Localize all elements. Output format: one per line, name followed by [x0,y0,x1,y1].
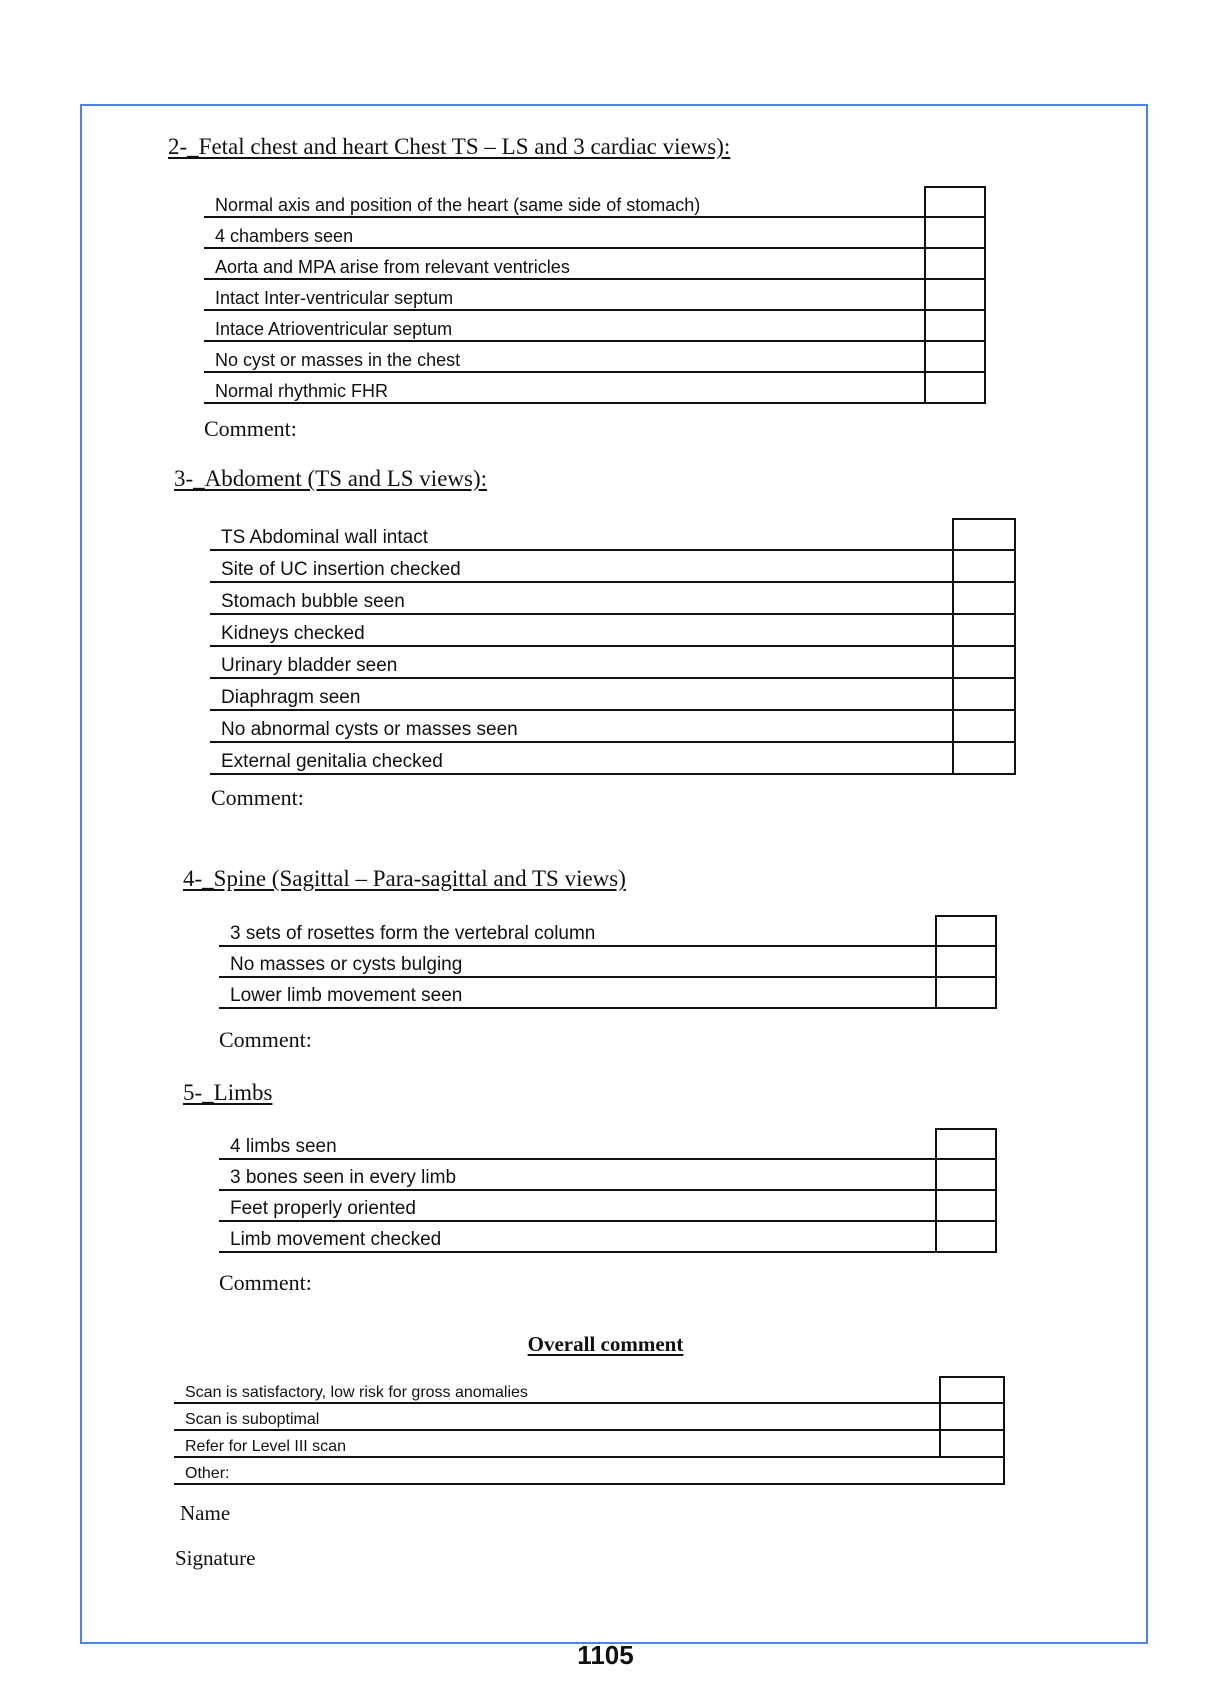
checklist-row [204,248,985,279]
checklist-item-label: Lower limb movement seen [219,977,936,1008]
checklist-item-label: Limb movement checked [219,1221,936,1252]
checkbox[interactable] [936,916,996,946]
checklist-item-label: Urinary bladder seen [210,646,953,678]
checkbox[interactable] [936,977,996,1008]
checklist-row [219,916,996,946]
checkbox[interactable] [925,217,985,248]
checklist-item-label: 4 limbs seen [219,1129,936,1159]
checklist-row [210,710,1015,742]
checklist-item-label: 3 sets of rosettes form the vertebral column [219,916,936,946]
checkbox[interactable] [940,1377,1004,1403]
checkbox[interactable] [936,1190,996,1221]
checklist-item-label: Feet properly oriented [219,1190,936,1221]
checkbox[interactable] [936,946,996,977]
overall-comment-title: Overall comment [527,1332,684,1356]
checklist-row [210,550,1015,582]
checkbox[interactable] [925,279,985,310]
checklist-item-label: Site of UC insertion checked [210,550,953,582]
checklist-item-label: Intace Atrioventricular septum [204,310,925,341]
checklist-row [204,310,985,341]
checklist-row [210,614,1015,646]
checklist-item-label: 3 bones seen in every limb [219,1159,936,1190]
checklist-item-label: 4 chambers seen [204,217,925,248]
checklist-row [210,582,1015,614]
checklist-item-label: Intact Inter-ventricular septum [204,279,925,310]
checklist-row [219,1129,996,1159]
checklist-item-label: No masses or cysts bulging [219,946,936,977]
checklist-row [204,187,985,217]
checklist-item-label: Kidneys checked [210,614,953,646]
checkbox[interactable] [953,742,1015,774]
page-number: 1105 [577,1640,634,1670]
checklist-row [219,1190,996,1221]
checklist-row [174,1430,1004,1457]
checkbox[interactable] [953,646,1015,678]
checklist-item-label: No abnormal cysts or masses seen [210,710,953,742]
checkbox[interactable] [925,341,985,372]
checklist-limbs [219,1128,997,1253]
checklist-item-label: Scan is suboptimal [174,1403,940,1430]
checklist-item-label: TS Abdominal wall intact [210,519,953,550]
checklist-overall [174,1376,1005,1485]
checkbox[interactable] [925,248,985,279]
checklist-item-label: Normal axis and position of the heart (same side of stomach) [204,187,925,217]
checklist-item-label: Refer for Level III scan [174,1430,940,1457]
checklist-item-label: Scan is satisfactory, low risk for gross anomalies [174,1377,940,1403]
checklist-row [219,1159,996,1190]
checklist-row [219,946,996,977]
checkbox[interactable] [953,614,1015,646]
checkbox[interactable] [953,550,1015,582]
checklist-row [204,279,985,310]
checkbox[interactable] [953,582,1015,614]
section-heading-chest-heart: 2-_Fetal chest and heart Chest TS – LS and 3 cardiac views): [168,134,731,159]
checklist-chest-heart [204,186,986,404]
comment-label-chest-heart: Comment: [204,416,297,441]
checklist-row [210,519,1015,550]
comment-label-spine: Comment: [219,1027,312,1052]
checklist-item-label: External genitalia checked [210,742,953,774]
checklist-item-label: No cyst or masses in the chest [204,341,925,372]
checklist-abdomen [210,518,1016,775]
checkbox[interactable] [953,710,1015,742]
checklist-row [210,742,1015,774]
checklist-row [174,1377,1004,1403]
checkbox[interactable] [953,678,1015,710]
checkbox[interactable] [925,372,985,403]
checklist-item-label: Stomach bubble seen [210,582,953,614]
checklist-row [219,1221,996,1252]
section-heading-spine: 4-_Spine (Sagittal – Para-sagittal and TS views) [183,866,626,891]
name-label: Name [180,1501,231,1525]
checkbox[interactable] [936,1129,996,1159]
checklist-row [219,977,996,1008]
comment-label-abdomen: Comment: [211,785,304,810]
checkbox[interactable] [940,1430,1004,1457]
other-row [174,1457,1004,1484]
checklist-row [210,678,1015,710]
checkbox[interactable] [925,187,985,217]
checkbox[interactable] [953,519,1015,550]
checklist-spine [219,915,997,1009]
checklist-row [174,1403,1004,1430]
checklist-item-label: Aorta and MPA arise from relevant ventricles [204,248,925,279]
checkbox[interactable] [936,1221,996,1252]
checklist-item-label: Diaphragm seen [210,678,953,710]
checklist-row [204,372,985,403]
section-heading-abdomen: 3-_Abdoment (TS and LS views): [174,466,488,491]
comment-label-limbs: Comment: [219,1270,312,1295]
checkbox[interactable] [925,310,985,341]
checkbox[interactable] [936,1159,996,1190]
checklist-row [204,217,985,248]
checklist-item-label: Normal rhythmic FHR [204,372,925,403]
other-field[interactable]: Other: [174,1457,1004,1484]
checklist-row [204,341,985,372]
section-heading-limbs: 5-_Limbs [183,1080,273,1105]
checklist-row [210,646,1015,678]
checkbox[interactable] [940,1403,1004,1430]
signature-label: Signature [175,1546,256,1570]
